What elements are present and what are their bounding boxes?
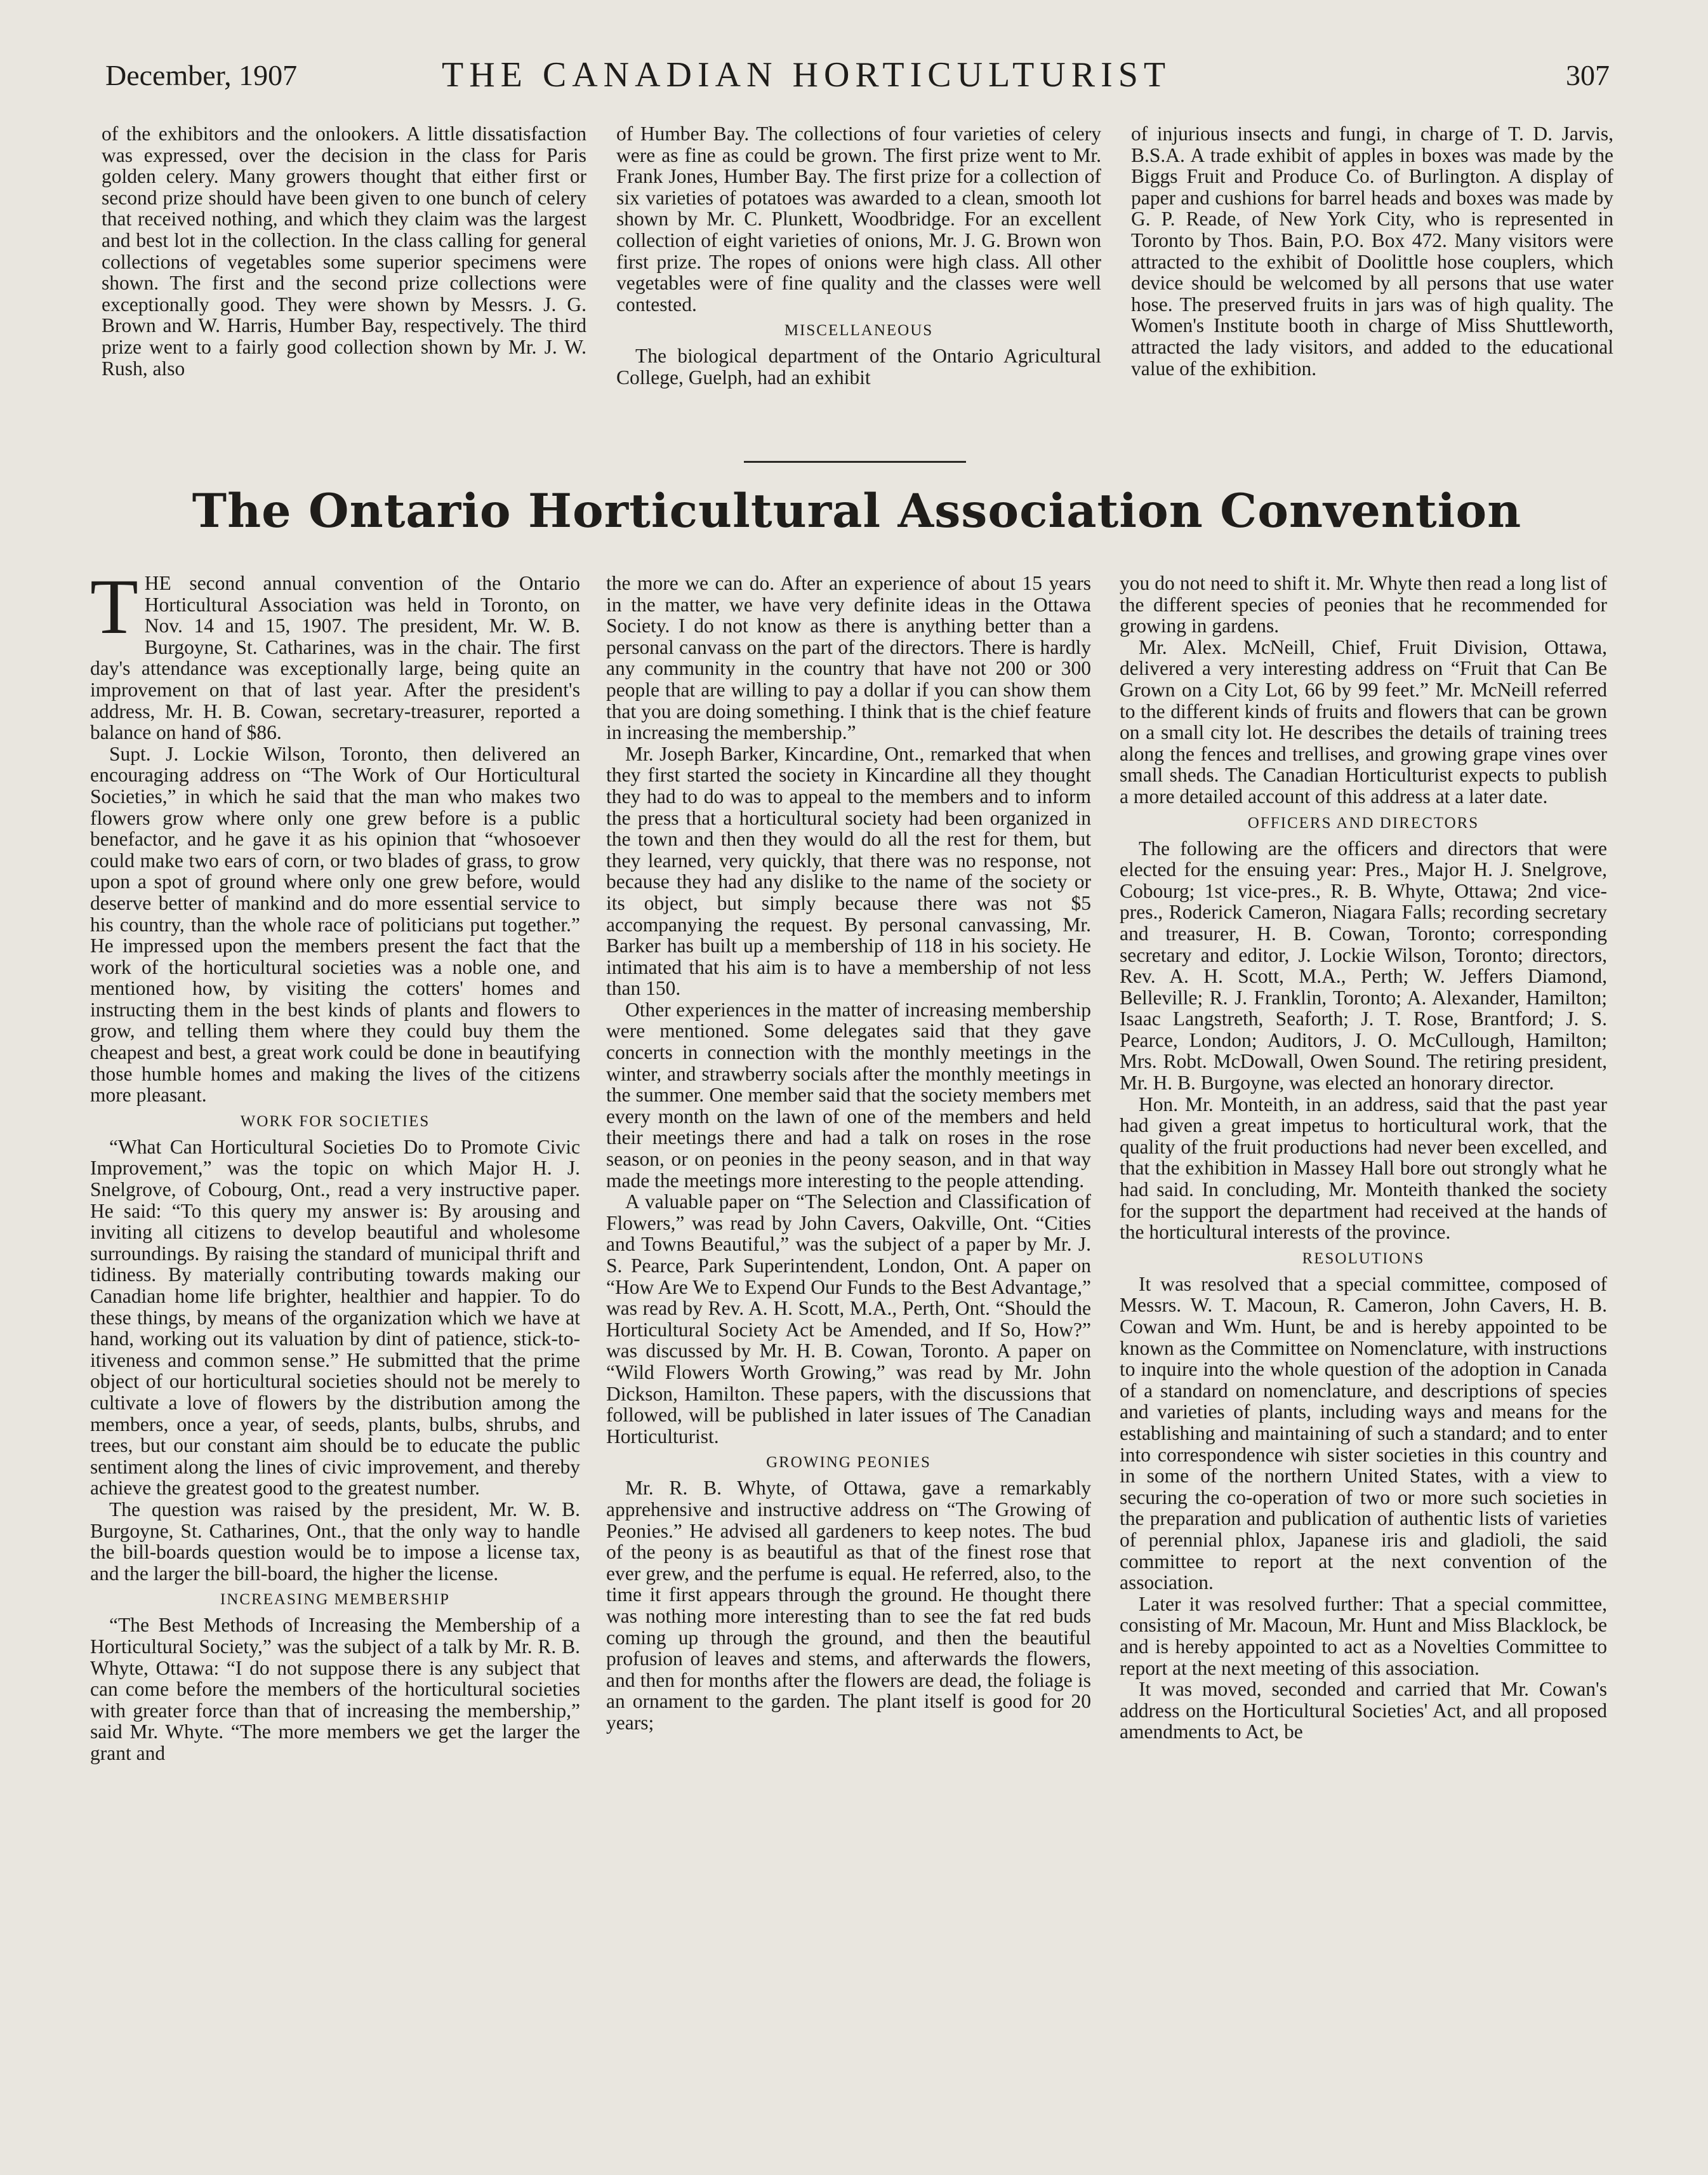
paragraph: Later it was resolved further: That a special committee, consisting of Mr. Macoun, Mr. Hunt and Miss Blacklock, be and is hereby appointed to act as a Novelties Committee to report at the next meeting of this association. — [1120, 1592, 1607, 1679]
section-heading-officers-and-directors: OFFICERS AND DIRECTORS — [1247, 814, 1480, 832]
paragraph: Other experiences in the matter of increasing membership were mentioned. Some delegates said that they gave concerts in connection with the monthly meetings in the winter, and strawberry socials after the monthly meetings in the summer. One member said that the society members met every month on the lawn of one of the members and held their meetings there and had a talk on roses in the rose season, or on peonies in the peony season, and in that way made the meetings more interesting to the people attending. — [606, 998, 1091, 1192]
paragraph: Supt. J. Lockie Wilson, Toronto, then delivered an encouraging address on “The Work of Our Horticultural Societies,” in which he said that the man who makes two flowers grow where only one grew before is a public benefactor, and he gave it as his opinion that “whosoever could make two ears of corn, or two blades of grass, to grow upon a spot of ground where only one grew before, would deserve better of mankind and do more essential service to his country, than the whole race of politicians put together.” He impressed upon the members present the fact that the work of the horticultural societies was a noble one, and mentioned how, by visiting the cotters' homes and instructing them in the best kinds of plants and flowers to grow, and telling them where they could buy them the cheapest and best, a great work could be done in beautifying those humble homes and making the lives of the citizens more pleasant. — [90, 742, 580, 1107]
drop-cap: T — [90, 563, 138, 650]
opening-paragraph — [90, 563, 580, 744]
paragraph: The following are the officers and directors that were elected for the ensuing year: Pres., Major H. J. Snelgrove, Cobourg; 1st vice-pres., R. B. Whyte, Ottawa; 2nd vice-pres., Roderick Cameron, Niagara Falls; recording secretary and treasurer, H. B. Cowan, Toronto; corresponding secretary and editor, J. Lockie Wilson, Toronto; directors, Rev. A. H. Scott, M.A., Perth; W. Jeffers Diamond, Belleville; R. J. Franklin, Toronto; A. Alexander, Hamilton; Isaac Langstreth, Seaforth; J. T. Rose, Brantford; J. S. Pearce, London; Auditors, J. O. McCullough, Hamilton; Mrs. Robt. McDowall, Owen Sound. The retiring president, Mr. H. B. Burgoyne, was elected an honorary director. — [1120, 837, 1607, 1094]
running-head — [105, 55, 1610, 103]
paragraph: It was resolved that a special committee, composed of Messrs. W. T. Macoun, R. Cameron, John Cavers, H. B. Cowan and Wm. Hunt, be and is hereby appointed to be known as the Committee on Nomenclature, with instructions to inquire into the whole question of the adoption in Canada of a standard on nomenclature, and descriptions of species and varieties of plants, including ways and means for the establishing and maintaining of such a standard; and to enter into correspondence wih sister societies in this country and in some of the northern United States, with a view to securing the co-operation of two or more such societies in the preparation and publication of authentic lists of varieties of perennial phlox, Japanese iris and gladioli, the said committee to report at the next convention of the association. — [1120, 1272, 1607, 1594]
top-column-3 — [1131, 123, 1613, 379]
paragraph: It was moved, seconded and carried that Mr. Cowan's address on the Horticultural Societies' Act, and all proposed amendments to Act, be — [1120, 1678, 1607, 1743]
paragraph: “What Can Horticultural Societies Do to Promote Civic Improvement,” was the topic on which Major H. J. Snelgrove, of Cobourg, Ont., read a very instructive paper. He said: “To this query my answer is: By arousing and inviting all citizens to develop beautiful and wholesome surroundings. By raising the standard of municipal thrift and tidiness. By materially contributing towards making our Canadian home life brighter, healthier and happier. To do these things, by means of the organization which we have at hand, working out its valuation by dint of patience, stick-to-itiveness and common sense.” He submitted that the prime object of our horticultural societies should not be merely to cultivate a love of flowers by the distribution among the members, once a year, of seeds, plants, bulbs, shrubs, and trees, but our constant aim should be to educate the public sentiment along the lines of civic improvement, and thereby achieve the greatest good to the greatest number. — [90, 1135, 580, 1500]
issue-date: December, 1907 — [105, 59, 298, 91]
paragraph: of injurious insects and fungi, in charge of T. D. Jarvis, B.S.A. A trade exhibit of apples in boxes was made by the Biggs Fruit and Produce Co. of Burlington. A display of paper and cushions for barrel heads and boxes was made by G. P. Reade, of New York City, who is represented in Toronto by Thos. Bain, P.O. Box 472. Many visitors were attracted to the exhibit of Doolittle hose couplers, which device should be welcomed by all persons that use water hose. The preserved fruits in jars was of high quality. The Women's Institute booth in charge of Miss Shuttleworth, attracted the lady visitors, and added to the educational value of the exhibition. — [1131, 123, 1613, 380]
section-heading-growing-peonies: GROWING PEONIES — [766, 1454, 931, 1472]
article-column-3 — [1120, 573, 1607, 1743]
section-divider — [744, 461, 966, 463]
paragraph: the more we can do. After an experience of about 15 years in the matter, we have very definite ideas in the Ottawa Society. I do not know as there is anything better than a personal canvass on the part of the directors. There is hardly any community in the country that have not 200 or 300 people that are willing to pay a dollar if you can show them that you are doing something. I think that is the chief feature in increasing the membership.” — [606, 572, 1091, 744]
section-heading-work-for-societies: WORK FOR SOCIETIES — [240, 1112, 430, 1130]
paragraph: A valuable paper on “The Selection and Classification of Flowers,” was read by John Cavers, Oakville, Ont. “Cities and Towns Beautiful,” was the subject of a paper by Mr. J. S. Pearce, Park Superintendent, London, Ont. A paper on “How Are We to Expend Our Funds to the Best Advantage,” was read by Rev. A. H. Scott, M.A., Perth, Ont. “Should the Horticultural Society Act be Amended, and If So, How?” was discussed by Mr. H. B. Cowan, Toronto. A paper on “Wild Flowers Worth Growing,” was read by Mr. John Dickson, Hamilton. These papers, with the discussions that followed, will be published in later issues of The Canadian Horticulturist. — [606, 1190, 1091, 1447]
top-column-2 — [616, 123, 1101, 389]
paragraph: you do not need to shift it. Mr. Whyte then read a long list of the different species of peonies that he recommended for growing in gardens. — [1120, 572, 1607, 637]
section-heading-resolutions: RESOLUTIONS — [1302, 1249, 1425, 1267]
paragraph: The question was raised by the president, Mr. W. B. Burgoyne, St. Catharines, Ont., that the only way to handle the bill-boards question would be to impose a license tax, and the larger the bill-board, the higher the license. — [90, 1498, 580, 1585]
article-column-1 — [90, 563, 580, 1764]
paragraph: of the exhibitors and the onlookers. A little dissatisfaction was expressed, over the decision in the class for Paris golden celery. Many growers thought that either first or second prize should have been given to one bunch of celery that received nothing, and which they claim was the largest and best lot in the collection. In the class calling for general collections of vegetables some superior specimens were shown. The first and the second prize collections were exceptionally good. They were shown by Messrs. J. G. Brown and W. Harris, Humber Bay, respectively. The third prize went to a fairly good collection shown by Mr. J. W. Rush, also — [102, 123, 586, 380]
journal-title: THE CANADIAN HORTICULTURIST — [442, 55, 1172, 95]
opening-text: HE second annual convention of the Ontario Horticultural Association was held in Toronto, on Nov. 14 and 15, 1907. The president, Mr. W. B. Burgoyne, St. Catharines, was in the chair. The first day's attendance was exceptionally large, being quite an improvement on that of last year. After the president's address, Mr. H. B. Cowan, secretary-treasurer, reported a balance on hand of $86. — [90, 572, 580, 744]
page-number: 307 — [1566, 59, 1610, 91]
section-heading-miscellaneous: MISCELLANEOUS — [784, 322, 934, 340]
paragraph: The biological department of the Ontario Agricultural College, Guelph, had an exhibit — [616, 345, 1101, 389]
article-column-2 — [606, 573, 1091, 1733]
section-heading-increasing-membership: INCREASING MEMBERSHIP — [220, 1591, 451, 1609]
paragraph: of Humber Bay. The collections of four varieties of celery were as fine as could be grown. The first prize went to Mr. Frank Jones, Humber Bay. The first prize for a collection of six varieties of potatoes was awarded to a clean, smooth lot shown by Mr. C. Plunkett, Woodbridge. For an excellent collection of eight varieties of onions, Mr. J. G. Brown won first prize. The ropes of onions were high class. All other vegetables were of fine quality and the classes were well contested. — [616, 123, 1101, 316]
paragraph: Mr. R. B. Whyte, of Ottawa, gave a remarkably apprehensive and instructive address on “The Growing of Peonies.” He advised all gardeners to keep notes. The bud of the peony is as beautiful as that of the finest rose that ever grew, and the perfume is equal. He referred, also, to the time it first appears through the ground. He thought there was nothing more interesting than to see the fat red buds coming up through the ground, and then the beautiful profusion of leaves and stems, and afterwards the flowers, and then for months after the flowers are dead, the foliage is an ornament to the garden. The plant itself is good for 20 years; — [606, 1477, 1091, 1734]
article-title: The Ontario Horticultural Association Convention — [192, 484, 1522, 538]
paragraph: Hon. Mr. Monteith, in an address, said that the past year had given a great impetus to horticultural work, that the quality of the fruit productions had never been excelled, and that the exhibition in Massey Hall bore out strongly what he had said. In concluding, Mr. Monteith thanked the society for the support the department had received at the hands of the horticultural interests of the province. — [1120, 1093, 1607, 1244]
paragraph: “The Best Methods of Increasing the Membership of a Horticultural Society,” was the subject of a talk by Mr. R. B. Whyte, Ottawa: “I do not suppose there is any subject that can come before the members of the horticultural societies with greater force than that of increasing the membership,” said Mr. Whyte. “The more members we get the larger the grant and — [90, 1614, 580, 1764]
paragraph: Mr. Alex. McNeill, Chief, Fruit Division, Ottawa, delivered a very interesting address on “Fruit that Can Be Grown on a City Lot, 66 by 99 feet.” Mr. McNeill referred to the different kinds of fruits and flowers that can be grown on a small city lot. He describes the details of training trees along the fences and trellises, and growing grape vines over small sheds. The Canadian Horticulturist expects to publish a more detailed account of this address at a later date. — [1120, 635, 1607, 808]
paragraph: Mr. Joseph Barker, Kincardine, Ont., remarked that when they first started the society in Kincardine all they thought they had to do was to appeal to the members and to inform the press that a horticultural society had been organized in the town and then they would do all the rest for them, but they learned, very quickly, that there was no response, not because they had any dislike to the name of the society or its object, but simply because there was not $5 accompanying the request. By personal canvassing, Mr. Barker has built up a membership of 118 in his society. He intimated that his aim is to have a membership of not less than 150. — [606, 742, 1091, 1000]
top-column-1 — [102, 123, 586, 379]
